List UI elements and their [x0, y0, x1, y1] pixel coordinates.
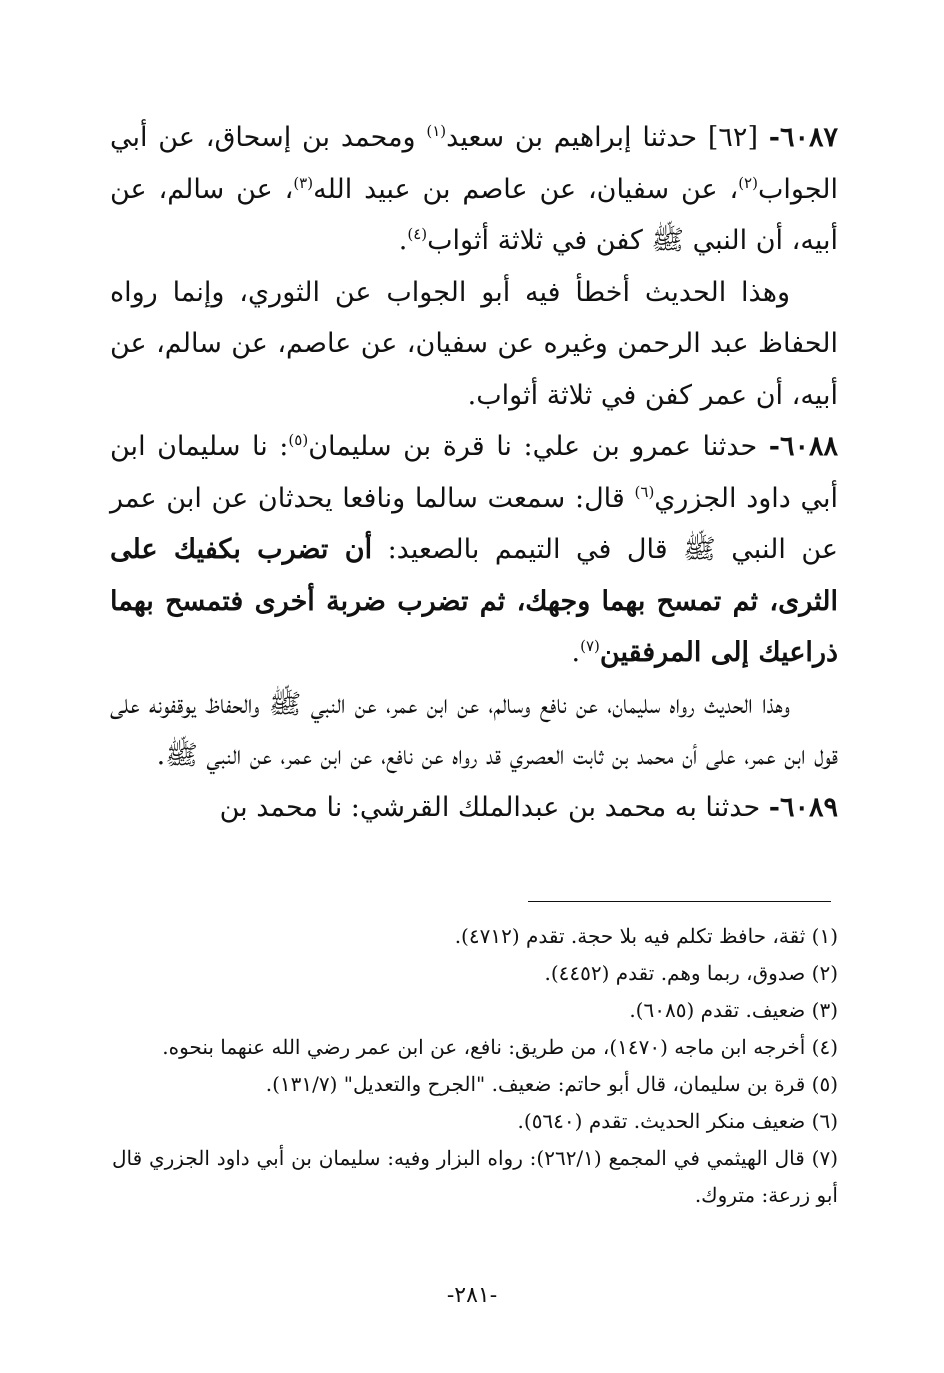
text-segment: حدثنا عمرو بن علي: نا قرة بن سليمان [308, 431, 769, 462]
footnote-item: (٦) ضعيف منكر الحديث. تقدم (٥٦٤٠). [517, 1109, 838, 1133]
footnote-separator [528, 901, 831, 902]
main-text [110, 112, 838, 833]
hadith-number: ٦٠٨٩- [768, 791, 838, 823]
footnote-ref[interactable]: (٦) [634, 482, 655, 501]
hadith-matn: أن تضرب بكفيك على الثرى، ثم تمسح بهما وجهك، ثم تضرب ضربة أخرى فتمسح بهما ذراعيك إلى المرفقين [110, 534, 838, 668]
text-segment: . [571, 637, 581, 668]
hadith-number: ٦٠٨٨- [768, 431, 838, 462]
footnote-item: (٧) قال الهيثمي في المجمع (٢٦٢/١): رواه البزار وفيه: سليمان بن أبي داود الجزري قال أبو زرعة: متروك. [112, 1146, 838, 1207]
hadith-6089 [110, 782, 838, 834]
footnote-ref[interactable]: (٢) [738, 173, 758, 192]
hadith-6087 [110, 112, 838, 267]
footnotes [112, 918, 838, 1214]
hadith-number: ٦٠٨٧- [768, 122, 838, 153]
text-segment: [٦٢] حدثنا إبراهيم بن سعيد [446, 122, 769, 153]
text-segment: ومحمد بن إسحاق، عن أبي الجواب [110, 122, 838, 205]
commentary-paragraph: وهذا الحديث أخطأ فيه أبو الجواب عن الثوري، وإنما رواه الحفاظ عبد الرحمن وغيره عن سفيان، عن عاصم، عن سالم، عن أبيه، أن عمر كفن في ثلاثة أثواب. [110, 276, 838, 411]
text-segment: قال: سمعت سالما ونافعا يحدثان عن ابن عمر عن النبي ﷺ قال في التيمم بالصعيد: [110, 482, 838, 565]
footnote-ref[interactable]: (٣) [293, 173, 314, 192]
footnote-item: (٣) ضعيف. تقدم (٦٠٨٥). [629, 998, 838, 1022]
footnote-ref[interactable]: (٧) [580, 637, 600, 655]
footnote-item: (١) ثقة، حافظ تكلم فيه بلا حجة. تقدم (٤٧١٢). [454, 924, 838, 948]
text-segment: حدثنا به محمد بن عبدالملك القرشي: نا محمد بن [219, 791, 769, 823]
footnote-ref[interactable]: (٥) [288, 431, 309, 449]
text-segment: ، عن سفيان، عن عاصم بن عبيد الله [313, 173, 739, 205]
footnote-ref[interactable]: (١) [426, 122, 447, 140]
footnote-ref[interactable]: (٤) [407, 225, 428, 243]
text-segment: . [398, 225, 408, 256]
text-segment: ، عن سالم، عن أبيه، أن النبي ﷺ كفن في ثلاثة أثواب [110, 173, 838, 256]
footnote-item: (٤) أخرجه ابن ماجه (١٤٧٠)، من طريق: نافع، عن ابن عمر رضي الله عنهما بنحوه. [162, 1035, 838, 1059]
commentary-paragraph: وهذا الحديث رواه سليمان، عن نافع وسالم، عن ابن عمر، عن النبي ﷺ والحفاظ يوقفونه على قول ابن عمر، على أن محمد بن ثابت العصري قد رواه عن نافع، عن ابن عمر، عن النبي ﷺ. [110, 688, 838, 771]
footnote-item: (٢) صدوق، ربما وهم. تقدم (٤٤٥٢). [544, 961, 838, 985]
text-segment: : نا سليمان ابن أبي داود الجزري [110, 431, 839, 514]
page-number: -٢٨١- [446, 1283, 498, 1308]
hadith-6088 [110, 421, 838, 679]
footnote-item: (٥) قرة بن سليمان، قال أبو حاتم: ضعيف. "الجرح والتعديل" (١٣١/٧). [265, 1072, 838, 1096]
